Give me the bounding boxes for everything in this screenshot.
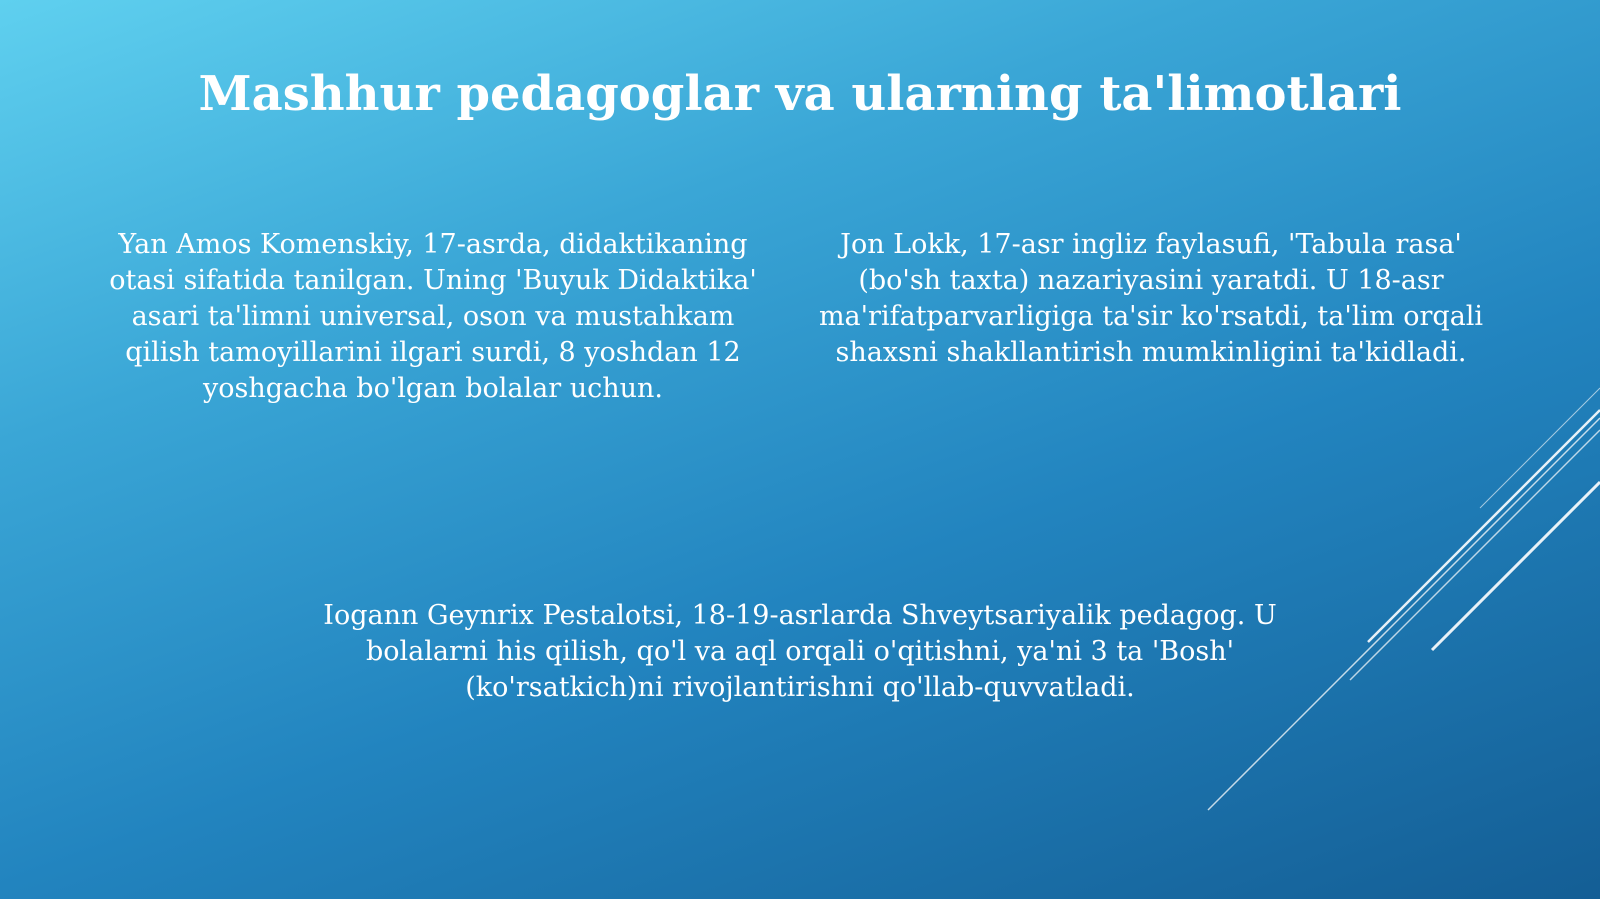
slide-title: Mashhur pedagoglar va ularning ta'limotlari [198, 66, 1402, 122]
decorative-line [1432, 482, 1600, 650]
lokk-text-block: Jon Lokk, 17-asr ingliz faylasufi, 'Tabula rasa' (bo'sh taxta) nazariyasini yaratdi. U 18-asr ma'rifatparvarligiga ta'sir ko'rsatdi, ta'lim orqali shaxsni shakllantirish mumkinligini ta'kidladi. [818, 229, 1484, 368]
decorative-line [1350, 430, 1600, 680]
pestalotsi-text-block: Iogann Geynrix Pestalotsi, 18-19-asrlarda Shveytsariyalik pedagog. U bolalarni his qilish, qo'l va aql orqali o'qitishni, ya'ni 3 ta 'Bosh' (ko'rsatkich)ni rivojlantirishni qo'llab-quvvatladi. [323, 600, 1277, 703]
komenskiy-text-block: Yan Amos Komenskiy, 17-asrda, didaktikaning otasi sifatida tanilgan. Uning 'Buyuk Didaktika' asari ta'limni universal, oson va mustahkam qilish tamoyillarini ilgari surdi, 8 yoshdan 12 yoshgacha bo'lgan bolalar uchun. [109, 229, 757, 404]
decorative-line [1368, 410, 1600, 642]
